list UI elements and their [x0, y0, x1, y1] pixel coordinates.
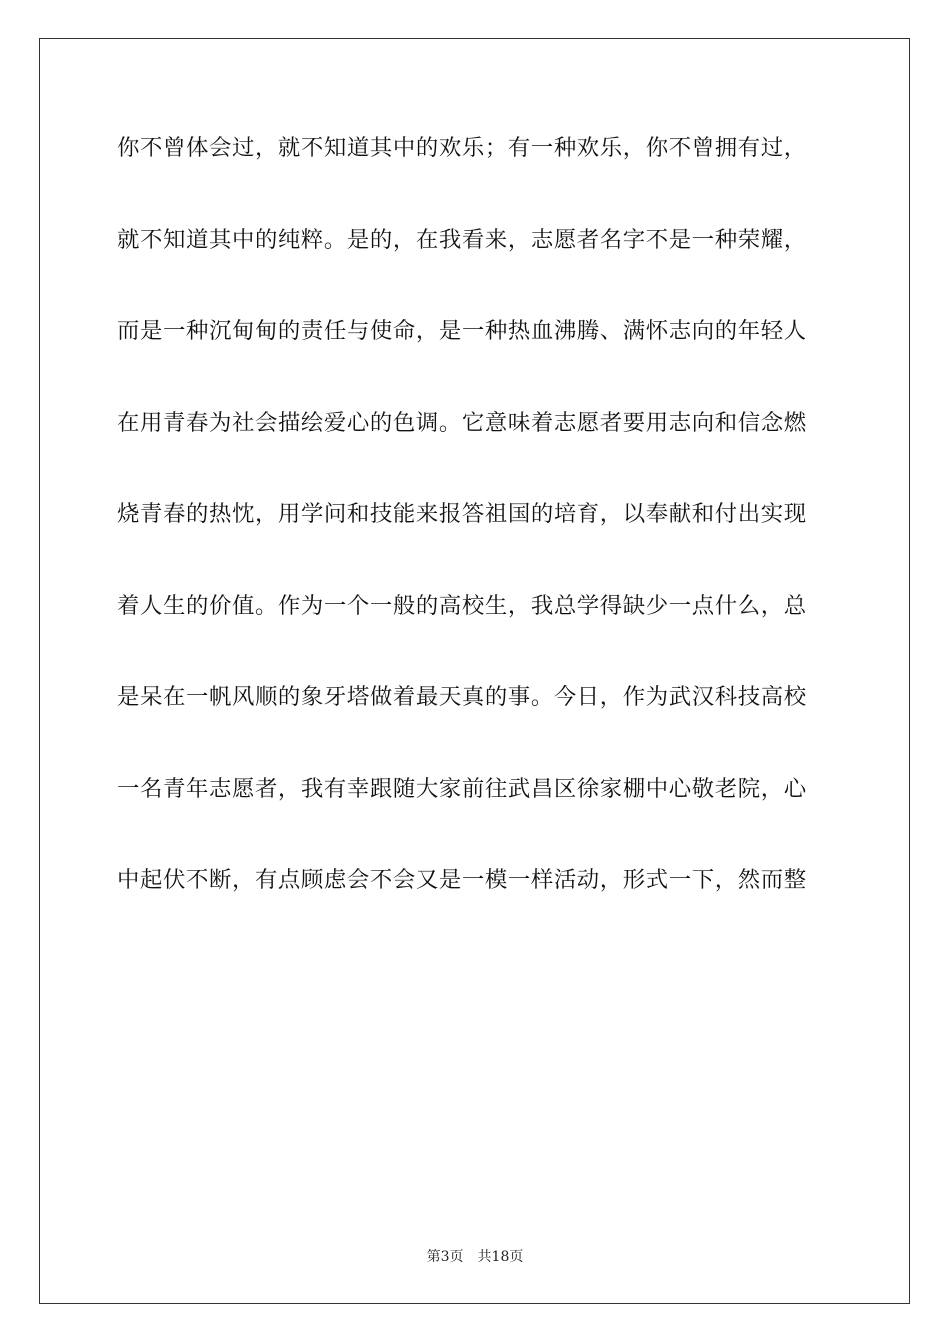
document-body [117, 128, 835, 952]
body-line: 你不曾体会过，就不知道其中的欢乐；有一种欢乐，你不曾拥有过， [117, 135, 807, 161]
body-line: 一名青年志愿者，我有幸跟随大家前往武昌区徐家棚中心敬老院，心 [117, 775, 807, 802]
body-line: 就不知道其中的纯粹。是的，在我看来，志愿者名字不是一种荣耀， [117, 226, 807, 253]
body-line: 中起伏不断，有点顾虑会不会又是一模一样活动，形式一下，然而整 [117, 867, 807, 893]
body-line: 在用青春为社会描绘爱心的色调。它意味着志愿者要用志向和信念燃 [117, 409, 807, 436]
page-total: 共18页 [477, 1249, 524, 1265]
page-footer [0, 1247, 950, 1267]
body-line: 烧青春的热忱，用学问和技能来报答祖国的培育，以奉献和付出实现 [117, 501, 807, 527]
body-line: 是呆在一帆风顺的象牙塔做着最天真的事。今日，作为武汉科技高校 [117, 684, 807, 710]
body-line: 着人生的价值。作为一个一般的高校生，我总学得缺少一点什么，总 [117, 592, 807, 619]
page-number: 第3页 [426, 1249, 464, 1265]
body-line: 而是一种沉甸甸的责任与使命，是一种热血沸腾、满怀志向的年轻人 [117, 318, 807, 344]
